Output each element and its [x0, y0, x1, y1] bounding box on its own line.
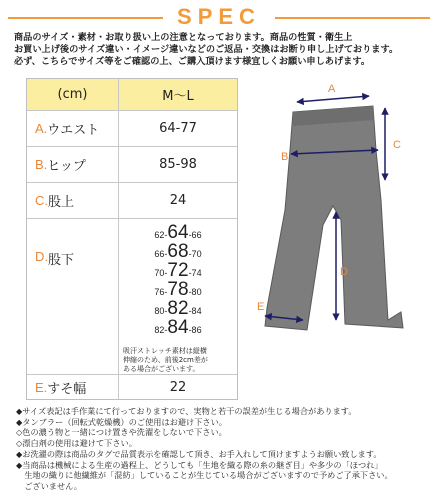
stretch-note: 吸汗ストレッチ素材は縦横 伸縮のため、前後2cm差が ある場合がございます。 — [123, 347, 208, 373]
page-title: SPEC — [177, 4, 261, 29]
label-b: B — [281, 151, 289, 163]
row-value: 85-98 — [159, 157, 197, 172]
inseam-size: 76- 78 -80 — [154, 279, 202, 300]
row-letter: C. — [35, 193, 48, 208]
note-line: ◆タンブラー（回転式乾燥機）のご使用はお避け下さい。 — [16, 416, 227, 427]
size-table — [26, 78, 238, 400]
inseam-size: 82- 84 -86 — [154, 317, 202, 338]
label-a: A — [328, 83, 336, 95]
row-label: 股上 — [48, 195, 75, 210]
table-row-waist — [27, 111, 237, 147]
label-e: E — [257, 301, 265, 313]
note-line: ◆当商品は機械による生産の過程上、どうしても「生地を織る際の糸の継ぎ目」や多少の「ほつれ」 — [16, 459, 383, 470]
inseam-size: 66- 68 -70 — [154, 241, 202, 262]
pants-illustration — [245, 80, 435, 400]
table-row-hip — [27, 147, 237, 183]
row-value: 22 — [169, 379, 187, 395]
header-rule-right — [275, 17, 430, 19]
row-value: 24 — [169, 193, 187, 208]
row-letter: B. — [35, 157, 48, 172]
note-line: ◆お洗濯の際は商品のタグで品質表示を確認して頂き、お手入れして頂けますようお願い致します。 — [16, 448, 382, 459]
table-row-hem — [27, 375, 237, 399]
row-label: 股下 — [48, 253, 75, 268]
row-label: ヒップ — [47, 159, 86, 174]
row-value: 64-77 — [159, 121, 197, 136]
note-line: ◇色の濃う物と一緒につけ置きや洗濯をしないで下さい。 — [16, 427, 227, 438]
spec-header — [0, 4, 438, 30]
inseam-size: 62- 64 -66 — [154, 222, 202, 243]
note-line: 生地の織りに他繊維が「混紡」していることが生じている場合がございますので予めご了承下さい。 — [16, 470, 393, 481]
arrow-a — [297, 96, 369, 102]
row-label: ウエスト — [47, 123, 100, 138]
table-row-rise — [27, 183, 237, 219]
inseam-size: 80- 82 -84 — [154, 298, 202, 319]
notice-line-2: お買い上げ後のサイズ違い・イメージ違いなどのご返品・交換はお断り申し上げております。 — [14, 44, 399, 55]
note-line: ございません。 — [16, 480, 82, 491]
row-letter: A. — [35, 121, 48, 136]
notice-line-3: 必ず、こちらでサイズ等をご確認の上、ご購入頂けます様宜しくお願い申しあげます。 — [14, 56, 371, 67]
label-d: D — [340, 266, 348, 278]
inseam-size-list — [119, 219, 237, 337]
note-line: ◆サイズ表記は手作業にて行っておりますので、実物と若干の誤差が生じる場合があります。 — [16, 406, 357, 416]
table-header-row — [27, 79, 237, 111]
notice-line-1: 商品のサイズ・素材・お取り扱い上の注意となっております。商品の性質・衛生上 — [14, 32, 353, 43]
care-notes — [16, 406, 430, 492]
label-c: C — [393, 139, 401, 151]
header-rule-left — [8, 17, 163, 19]
inseam-size: 70- 72 -74 — [154, 260, 202, 281]
note-line: ◇漂白剤の使用は避けて下さい。 — [16, 438, 137, 449]
purchase-notice — [14, 32, 428, 68]
row-label: すそ幅 — [47, 381, 87, 397]
row-letter: E. — [35, 379, 48, 395]
pants-shape — [265, 106, 403, 330]
row-letter: D. — [35, 249, 48, 264]
size-header: M～L — [162, 89, 194, 104]
table-row-inseam — [27, 219, 237, 375]
unit-header: (cm) — [27, 79, 119, 110]
pants-diagram — [245, 80, 435, 400]
